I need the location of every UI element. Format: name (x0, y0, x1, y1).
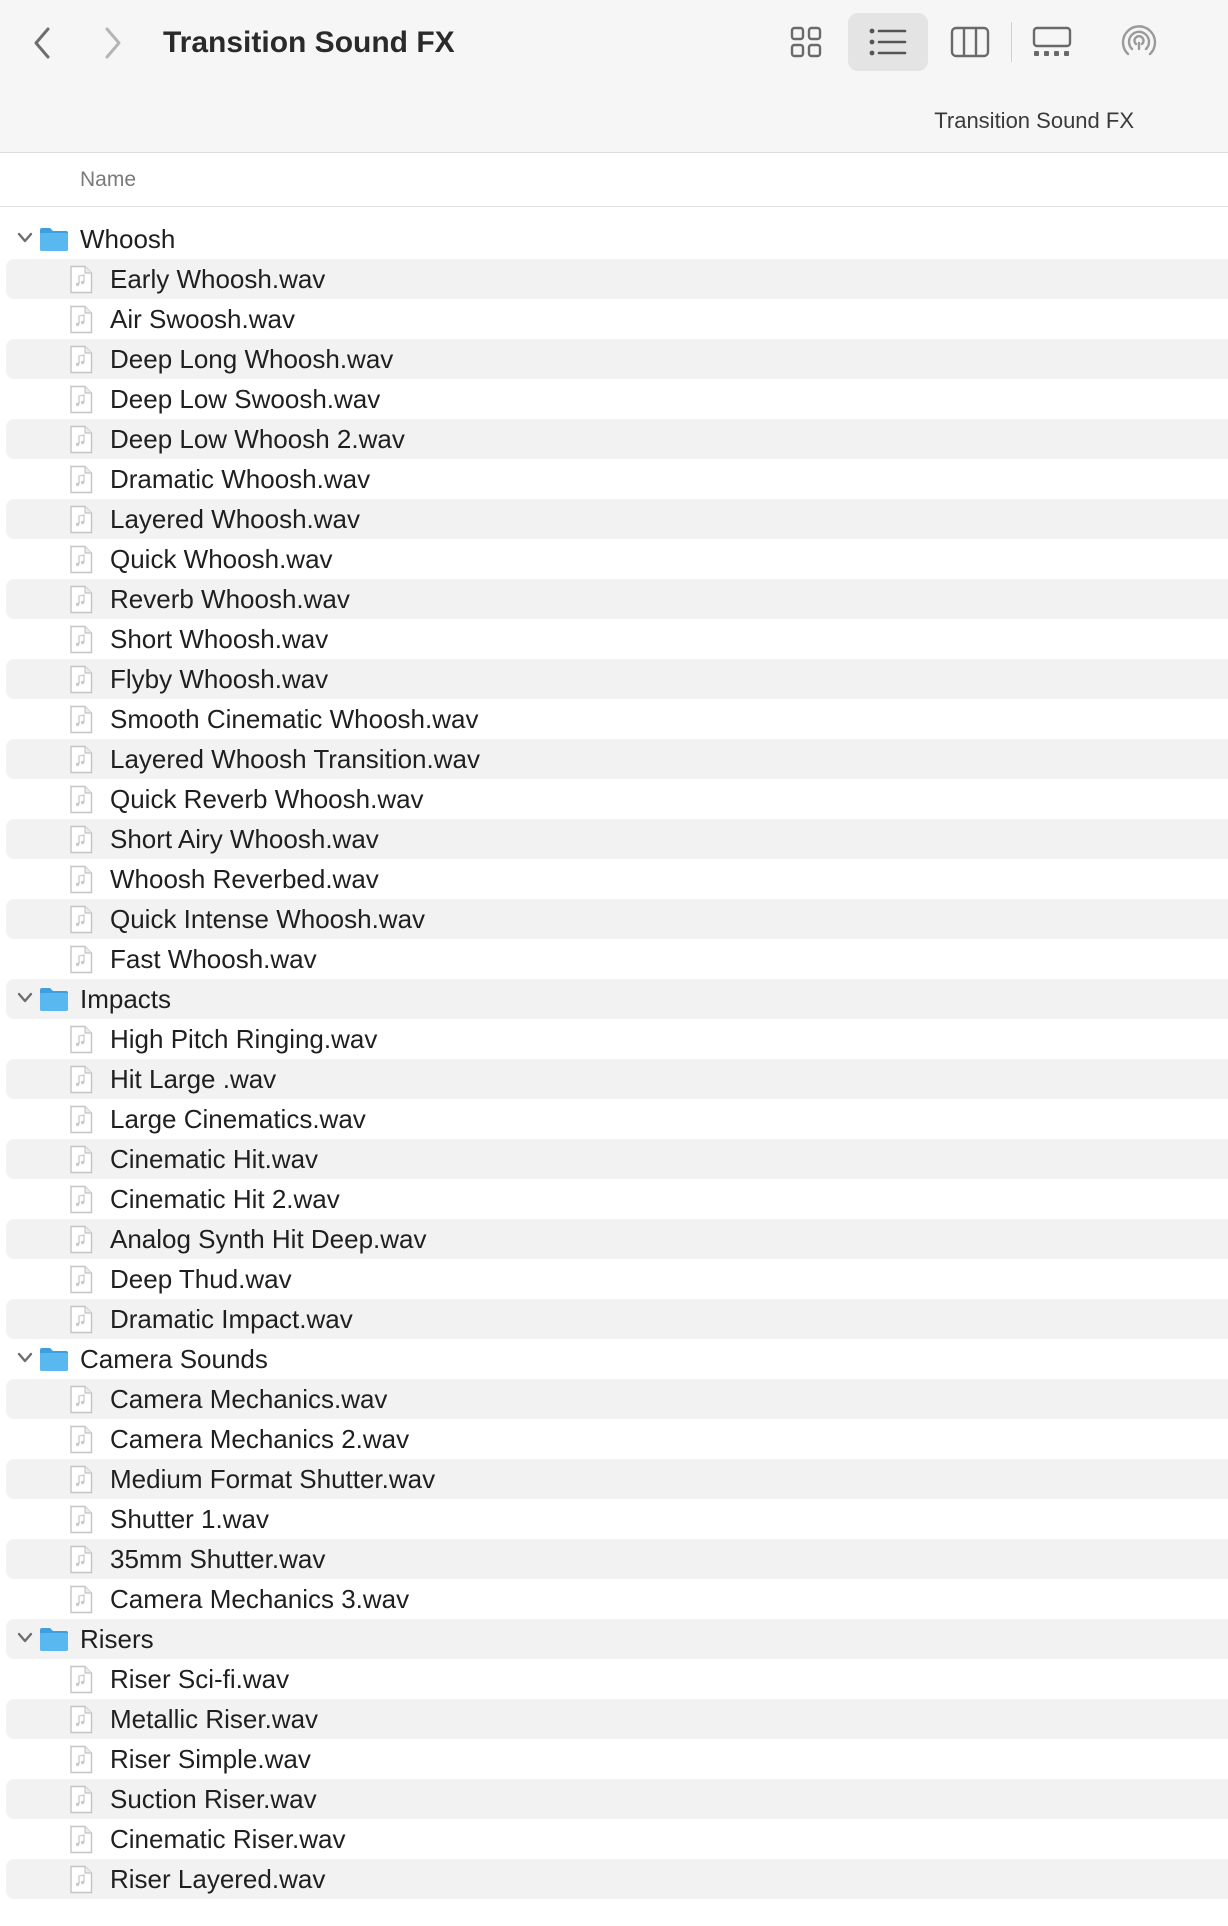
audio-file-icon (68, 1705, 94, 1734)
file-name: Flyby Whoosh.wav (110, 664, 329, 694)
audio-file-icon (68, 1465, 94, 1494)
audio-file-icon (68, 1425, 94, 1454)
audio-file-icon (68, 1025, 94, 1054)
file-row[interactable] (6, 339, 1228, 379)
file-name: Quick Whoosh.wav (110, 544, 333, 574)
file-row[interactable] (6, 1379, 1228, 1419)
file-name: Smooth Cinematic Whoosh.wav (110, 704, 479, 734)
file-row[interactable] (6, 859, 1228, 899)
file-row[interactable] (6, 1499, 1228, 1539)
audio-file-icon (68, 865, 94, 894)
audio-file-icon (68, 745, 94, 774)
audio-file-icon (68, 465, 94, 494)
audio-file-icon (68, 585, 94, 614)
file-row[interactable] (6, 579, 1228, 619)
audio-file-icon (68, 305, 94, 334)
file-row[interactable] (6, 1419, 1228, 1459)
audio-file-icon (68, 1865, 94, 1894)
column-view-button[interactable] (930, 13, 1010, 71)
file-name: High Pitch Ringing.wav (110, 1024, 378, 1054)
file-row[interactable] (6, 819, 1228, 859)
file-name: Cinematic Hit 2.wav (110, 1184, 340, 1214)
audio-file-icon (68, 425, 94, 454)
audio-file-icon (68, 825, 94, 854)
file-name: Riser Sci-fi.wav (110, 1664, 290, 1694)
audio-file-icon (68, 345, 94, 374)
audio-file-icon (68, 1745, 94, 1774)
airdrop-button[interactable] (1110, 13, 1168, 71)
audio-file-icon (68, 1505, 94, 1534)
file-name: Layered Whoosh.wav (110, 504, 361, 534)
audio-file-icon (68, 1545, 94, 1574)
disclosure-chevron-icon[interactable] (16, 231, 34, 245)
folder-row[interactable] (6, 1619, 1228, 1659)
file-name: Fast Whoosh.wav (110, 944, 317, 974)
name-column-header[interactable]: Name (80, 168, 137, 191)
file-name: Layered Whoosh Transition.wav (110, 744, 480, 774)
file-name: Shutter 1.wav (110, 1504, 269, 1534)
airdrop-icon (1119, 22, 1159, 62)
file-row[interactable] (6, 1179, 1228, 1219)
file-row[interactable] (6, 939, 1228, 979)
file-row[interactable] (6, 1579, 1228, 1619)
folder-icon (38, 986, 70, 1012)
file-name: Medium Format Shutter.wav (110, 1464, 436, 1494)
file-row[interactable] (6, 739, 1228, 779)
chevron-left-icon (31, 26, 53, 60)
file-name: Deep Thud.wav (110, 1264, 292, 1294)
file-row[interactable] (6, 1139, 1228, 1179)
list-view-button[interactable] (848, 13, 928, 71)
audio-file-icon (68, 1105, 94, 1134)
folder-name: Whoosh (80, 224, 176, 254)
audio-file-icon (68, 665, 94, 694)
audio-file-icon (68, 545, 94, 574)
audio-file-icon (68, 265, 94, 294)
file-row[interactable] (6, 299, 1228, 339)
chevron-right-icon (102, 26, 124, 60)
file-row[interactable] (6, 379, 1228, 419)
file-row[interactable] (6, 1779, 1228, 1819)
audio-file-icon (68, 1145, 94, 1174)
file-row[interactable] (6, 1059, 1228, 1099)
audio-file-icon (68, 1825, 94, 1854)
file-name: Reverb Whoosh.wav (110, 584, 350, 614)
file-row[interactable] (6, 259, 1228, 299)
file-name: Deep Low Swoosh.wav (110, 384, 381, 414)
file-name: Camera Mechanics 2.wav (110, 1424, 410, 1454)
column-header (0, 153, 1228, 207)
file-row[interactable] (6, 1099, 1228, 1139)
file-name: Short Whoosh.wav (110, 624, 329, 654)
file-name: Camera Mechanics.wav (110, 1384, 388, 1414)
audio-file-icon (68, 1585, 94, 1614)
file-name: Cinematic Hit.wav (110, 1144, 319, 1174)
audio-file-icon (68, 1225, 94, 1254)
list-icon (868, 27, 908, 57)
audio-file-icon (68, 945, 94, 974)
file-row[interactable] (6, 619, 1228, 659)
toolbar (0, 0, 1228, 153)
file-name: Quick Reverb Whoosh.wav (110, 784, 424, 814)
file-row[interactable] (6, 539, 1228, 579)
folder-row[interactable] (6, 219, 1228, 259)
file-row[interactable] (6, 1699, 1228, 1739)
audio-file-icon (68, 1785, 94, 1814)
gallery-icon (1032, 26, 1072, 58)
file-name: Riser Layered.wav (110, 1864, 326, 1894)
file-row[interactable] (6, 1259, 1228, 1299)
audio-file-icon (68, 1305, 94, 1334)
file-row[interactable] (6, 1819, 1228, 1859)
audio-file-icon (68, 1065, 94, 1094)
file-row[interactable] (6, 779, 1228, 819)
file-row[interactable] (6, 699, 1228, 739)
back-button[interactable] (19, 20, 65, 66)
file-row[interactable] (6, 1659, 1228, 1699)
file-name: Analog Synth Hit Deep.wav (110, 1224, 427, 1254)
file-list (0, 219, 1228, 1899)
folder-icon (38, 1626, 70, 1652)
audio-file-icon (68, 1265, 94, 1294)
file-name: Metallic Riser.wav (110, 1704, 319, 1734)
file-name: Deep Long Whoosh.wav (110, 344, 394, 374)
disclosure-chevron-icon[interactable] (16, 991, 34, 1005)
file-name: Whoosh Reverbed.wav (110, 864, 379, 894)
folder-row[interactable] (6, 979, 1228, 1019)
disclosure-chevron-icon[interactable] (16, 1351, 34, 1365)
audio-file-icon (68, 1385, 94, 1414)
file-row[interactable] (6, 1219, 1228, 1259)
file-name: Suction Riser.wav (110, 1784, 317, 1814)
folder-name: Risers (80, 1624, 154, 1654)
audio-file-icon (68, 625, 94, 654)
audio-file-icon (68, 905, 94, 934)
file-name: 35mm Shutter.wav (110, 1544, 326, 1574)
file-name: Dramatic Impact.wav (110, 1304, 353, 1334)
folder-name: Camera Sounds (80, 1344, 268, 1374)
grid-icon (789, 25, 823, 59)
folder-name: Impacts (80, 984, 172, 1014)
file-name: Camera Mechanics 3.wav (110, 1584, 410, 1614)
audio-file-icon (68, 1665, 94, 1694)
audio-file-icon (68, 505, 94, 534)
forward-button[interactable] (90, 20, 136, 66)
folder-icon (38, 226, 70, 252)
gallery-view-button[interactable] (1012, 13, 1092, 71)
file-row[interactable] (6, 459, 1228, 499)
file-row[interactable] (6, 499, 1228, 539)
file-row[interactable] (6, 1739, 1228, 1779)
disclosure-chevron-icon[interactable] (16, 1631, 34, 1645)
audio-file-icon (68, 1185, 94, 1214)
path-label: Transition Sound FX (934, 108, 1134, 133)
file-name: Large Cinematics.wav (110, 1104, 366, 1134)
file-name: Deep Low Whoosh 2.wav (110, 424, 405, 454)
audio-file-icon (68, 705, 94, 734)
audio-file-icon (68, 785, 94, 814)
columns-icon (950, 26, 990, 58)
file-row[interactable] (6, 659, 1228, 699)
window-title: Transition Sound FX (163, 26, 455, 59)
file-name: Riser Simple.wav (110, 1744, 311, 1774)
file-row[interactable] (6, 1859, 1228, 1899)
file-name: Short Airy Whoosh.wav (110, 824, 379, 854)
file-row[interactable] (6, 1019, 1228, 1059)
file-row[interactable] (6, 419, 1228, 459)
file-name: Hit Large .wav (110, 1064, 277, 1094)
file-row[interactable] (6, 1539, 1228, 1579)
file-name: Quick Intense Whoosh.wav (110, 904, 426, 934)
icon-view-button[interactable] (766, 13, 846, 71)
file-name: Air Swoosh.wav (110, 304, 295, 334)
audio-file-icon (68, 385, 94, 414)
file-row[interactable] (6, 1459, 1228, 1499)
folder-row[interactable] (6, 1339, 1228, 1379)
file-name: Cinematic Riser.wav (110, 1824, 346, 1854)
file-name: Early Whoosh.wav (110, 264, 326, 294)
folder-icon (38, 1346, 70, 1372)
file-row[interactable] (6, 899, 1228, 939)
file-row[interactable] (6, 1299, 1228, 1339)
file-name: Dramatic Whoosh.wav (110, 464, 371, 494)
